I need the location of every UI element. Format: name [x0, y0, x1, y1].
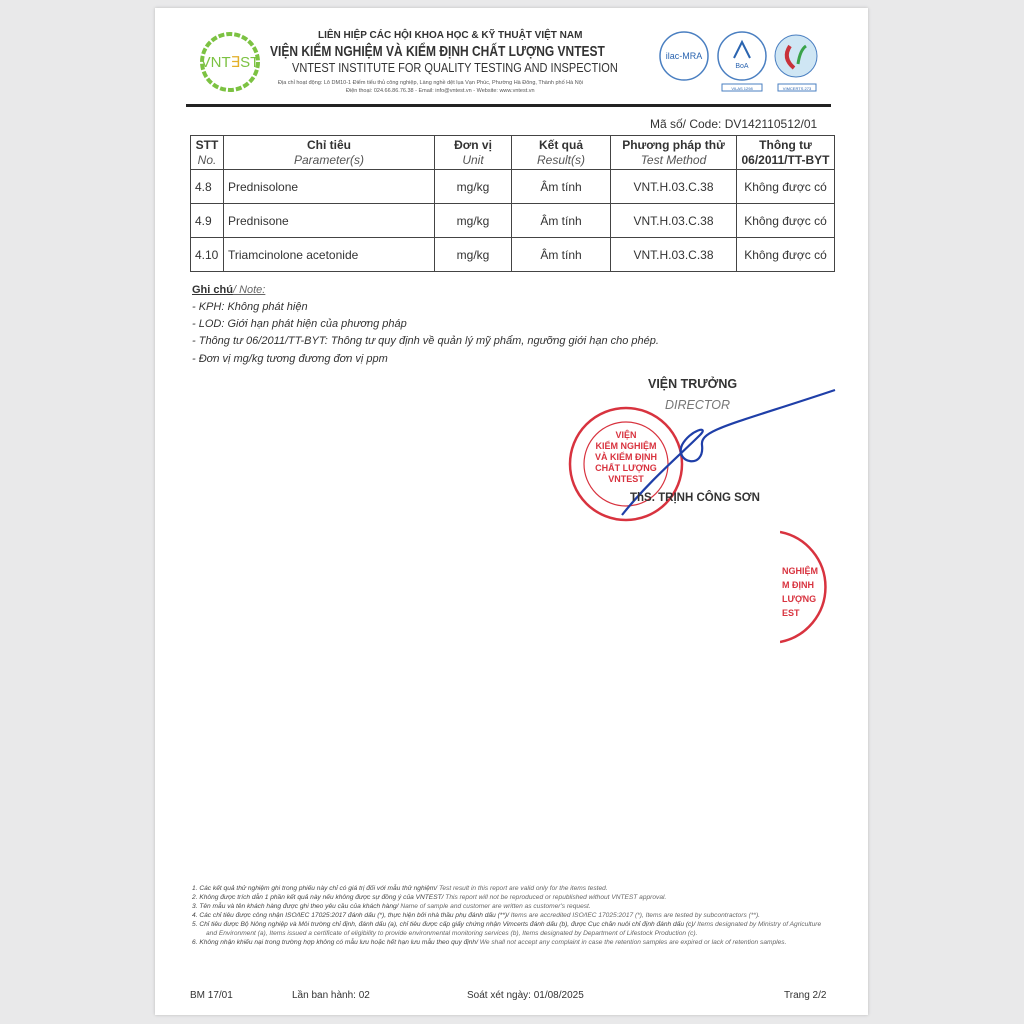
header-result-en: Result(s)	[536, 152, 585, 167]
cell-method: VNT.H.03.C.38	[611, 238, 737, 272]
page-seal-icon	[780, 528, 844, 646]
footnote	[192, 920, 824, 938]
fn-num: 4.	[192, 912, 198, 919]
header-method-en: Test Method	[640, 152, 707, 167]
address: Địa chỉ hoạt động: Lô DM10-1 Điểm tiểu thủ công nghiệp, Làng nghề dệt lụa Vạn Phúc, Phường Hà Đông, Thành phố Hà Nội	[278, 80, 583, 86]
cell-parameter: Prednisone	[224, 204, 435, 238]
cell-result: Âm tính	[512, 204, 611, 238]
cell-result: Âm tính	[512, 170, 611, 204]
header-circular-en: 06/2011/TT-BYT	[741, 152, 830, 167]
fn-vi: Không được trích dẫn 1 phần kết quả này nếu không được sự đồng ý của VNTEST/	[199, 894, 444, 901]
review-date: Soát xét ngày: 01/08/2025	[467, 990, 584, 1001]
footnote	[192, 893, 824, 902]
notes-title-en: / Note:	[232, 284, 266, 296]
fn-num: 1.	[192, 885, 198, 892]
fn-vi: Không nhận khiếu nại trong trường hợp không có mẫu lưu hoặc hết hạn lưu mẫu theo quy định/	[199, 939, 478, 946]
fn-vi: Chỉ tiêu được Bộ Nông nghiệp và Môi trường chỉ định, đánh dấu (a), chỉ tiêu được cấp giấy chứng nhận Vimcerts đánh dấu (b), được Cục chăn nuôi chỉ định đánh dấu (c)/	[199, 921, 696, 928]
page-number: Trang 2/2	[784, 990, 827, 1001]
vimcerts-label: VIMCERTS 273	[782, 86, 812, 91]
signatory-name: ThS. TRỊNH CÔNG SƠN	[630, 492, 760, 504]
boa-badge: BoA	[735, 63, 749, 70]
header-stt-en: No.	[197, 152, 217, 167]
header-stt: STT	[195, 137, 219, 152]
cell-limit: Không được có	[737, 170, 835, 204]
form-code: BM 17/01	[190, 990, 233, 1001]
cell-method: VNT.H.03.C.38	[611, 170, 737, 204]
cell-stt: 4.8	[191, 170, 224, 204]
table-row	[191, 170, 835, 204]
cell-stt: 4.9	[191, 204, 224, 238]
svg-text:M ĐỊNH: M ĐỊNH	[782, 580, 814, 590]
footnote	[192, 911, 824, 920]
note-item: - Thông tư 06/2011/TT-BYT: Thông tư quy định về quản lý mỹ phẩm, ngưỡng giới hạn cho phép.	[192, 335, 659, 347]
footnote	[192, 884, 824, 893]
fn-vi: Các chỉ tiêu được công nhận ISO/IEC 17025:2017 đánh dấu (*), thực hiện bởi nhà thầu phụ đánh dấu (**)/	[199, 912, 509, 919]
svg-text:VIỆN: VIỆN	[615, 430, 637, 440]
cell-unit: mg/kg	[435, 170, 512, 204]
svg-text:VNTEST: VNTEST	[608, 474, 644, 484]
header-circular: Thông tư	[759, 137, 812, 152]
signatory-title: VIỆN TRƯỞNG	[648, 377, 738, 391]
cell-unit: mg/kg	[435, 238, 512, 272]
header-unit-en: Unit	[462, 152, 484, 167]
cell-limit: Không được có	[737, 204, 835, 238]
svg-text:LƯỢNG: LƯỢNG	[782, 594, 817, 604]
org-name-en: VNTEST INSTITUTE FOR QUALITY TESTING AND INSPECTION	[292, 61, 618, 75]
table-row	[191, 204, 835, 238]
notes-title-vi: Ghi chú	[192, 284, 233, 296]
fn-num: 2.	[192, 894, 198, 901]
svg-text:VÀ KIỂM ĐỊNH: VÀ KIỂM ĐỊNH	[594, 452, 658, 462]
fn-en: We shall not accept any complaint in case the retention samples are expired or lack of retention samples.	[477, 939, 787, 946]
accreditation-badges-icon	[658, 28, 818, 100]
contact: Điện thoại: 024.66.86.76.38 - Email: info@vntest.vn - Website: www.vntest.vn	[346, 88, 535, 94]
cell-limit: Không được có	[737, 238, 835, 272]
cell-parameter: Prednisolone	[224, 170, 435, 204]
report-code: Mã số/ Code: DV142110512/01	[650, 117, 818, 131]
issue-number: Lần ban hành: 02	[292, 990, 370, 1001]
note-item: - Đơn vị mg/kg tương đương đơn vị ppm	[192, 353, 388, 365]
footnote	[192, 902, 824, 911]
results-table	[190, 135, 835, 272]
fn-en: Name of sample and customer are written as customer's request.	[398, 903, 591, 910]
footnotes	[192, 884, 824, 947]
cell-stt: 4.10	[191, 238, 224, 272]
fn-num: 5.	[192, 921, 198, 928]
note-item: - KPH: Không phát hiện	[192, 301, 308, 313]
fn-num: 6.	[192, 939, 198, 946]
fn-en: Test result in this report are valid only for the items tested.	[437, 885, 608, 892]
header-parameter: Chỉ tiêu	[307, 137, 351, 152]
table-header-row	[191, 136, 835, 170]
cell-result: Âm tính	[512, 238, 611, 272]
vntest-logo	[193, 30, 267, 94]
cell-unit: mg/kg	[435, 204, 512, 238]
cell-method: VNT.H.03.C.38	[611, 204, 737, 238]
fn-vi: Các kết quả thử nghiệm ghi trong phiếu này chỉ có giá trị đối với mẫu thử nghiệm/	[199, 885, 438, 892]
fn-en: Items designated by Ministry of Agriculture and Environment (a), Items issued a certificate of eligibility to provide environmental monitoring services (b), Items designated by Department of Lifestock Production (c).	[206, 921, 822, 937]
fn-en: Items are accredited ISO/IEC 17025:2017 (*), Items are tested by subcontractors (**).	[508, 912, 760, 919]
org-parent: LIÊN HIỆP CÁC HỘI KHOA HỌC & KỸ THUẬT VIỆT NAM	[318, 30, 583, 41]
footnote	[192, 938, 824, 947]
vilas-label: VILAS 1298	[731, 86, 753, 91]
svg-text:CHẤT LƯỢNG: CHẤT LƯỢNG	[595, 463, 657, 473]
org-name-vi: VIỆN KIỂM NGHIỆM VÀ KIỂM ĐỊNH CHẤT LƯỢNG VNTEST	[270, 43, 605, 60]
fn-num: 3.	[192, 903, 198, 910]
svg-text:EST: EST	[782, 608, 800, 618]
fn-vi: Tên mẫu và tên khách hàng được ghi theo yêu cầu của khách hàng/	[199, 903, 399, 910]
table-row	[191, 238, 835, 272]
fn-en: This report will not be reproduced or republished without VNTEST approval.	[443, 894, 667, 901]
header-parameter-en: Parameter(s)	[293, 152, 364, 167]
ilac-badge: ilac-MRA	[665, 51, 703, 61]
notes-title	[192, 284, 265, 296]
note-item: - LOD: Giới hạn phát hiện của phương pháp	[192, 318, 407, 330]
svg-text:VNT∃ST: VNT∃ST	[200, 54, 260, 71]
header-divider	[186, 104, 831, 107]
header-method: Phương pháp thử	[622, 137, 725, 152]
header-unit: Đơn vị	[454, 137, 492, 152]
signatory-title-en: DIRECTOR	[665, 398, 731, 412]
cell-parameter: Triamcinolone acetonide	[224, 238, 435, 272]
svg-text:NGHIỆM: NGHIỆM	[782, 566, 818, 576]
header-result: Kết quả	[538, 137, 583, 152]
svg-text:KIỂM NGHIỆM: KIỂM NGHIỆM	[595, 441, 657, 451]
